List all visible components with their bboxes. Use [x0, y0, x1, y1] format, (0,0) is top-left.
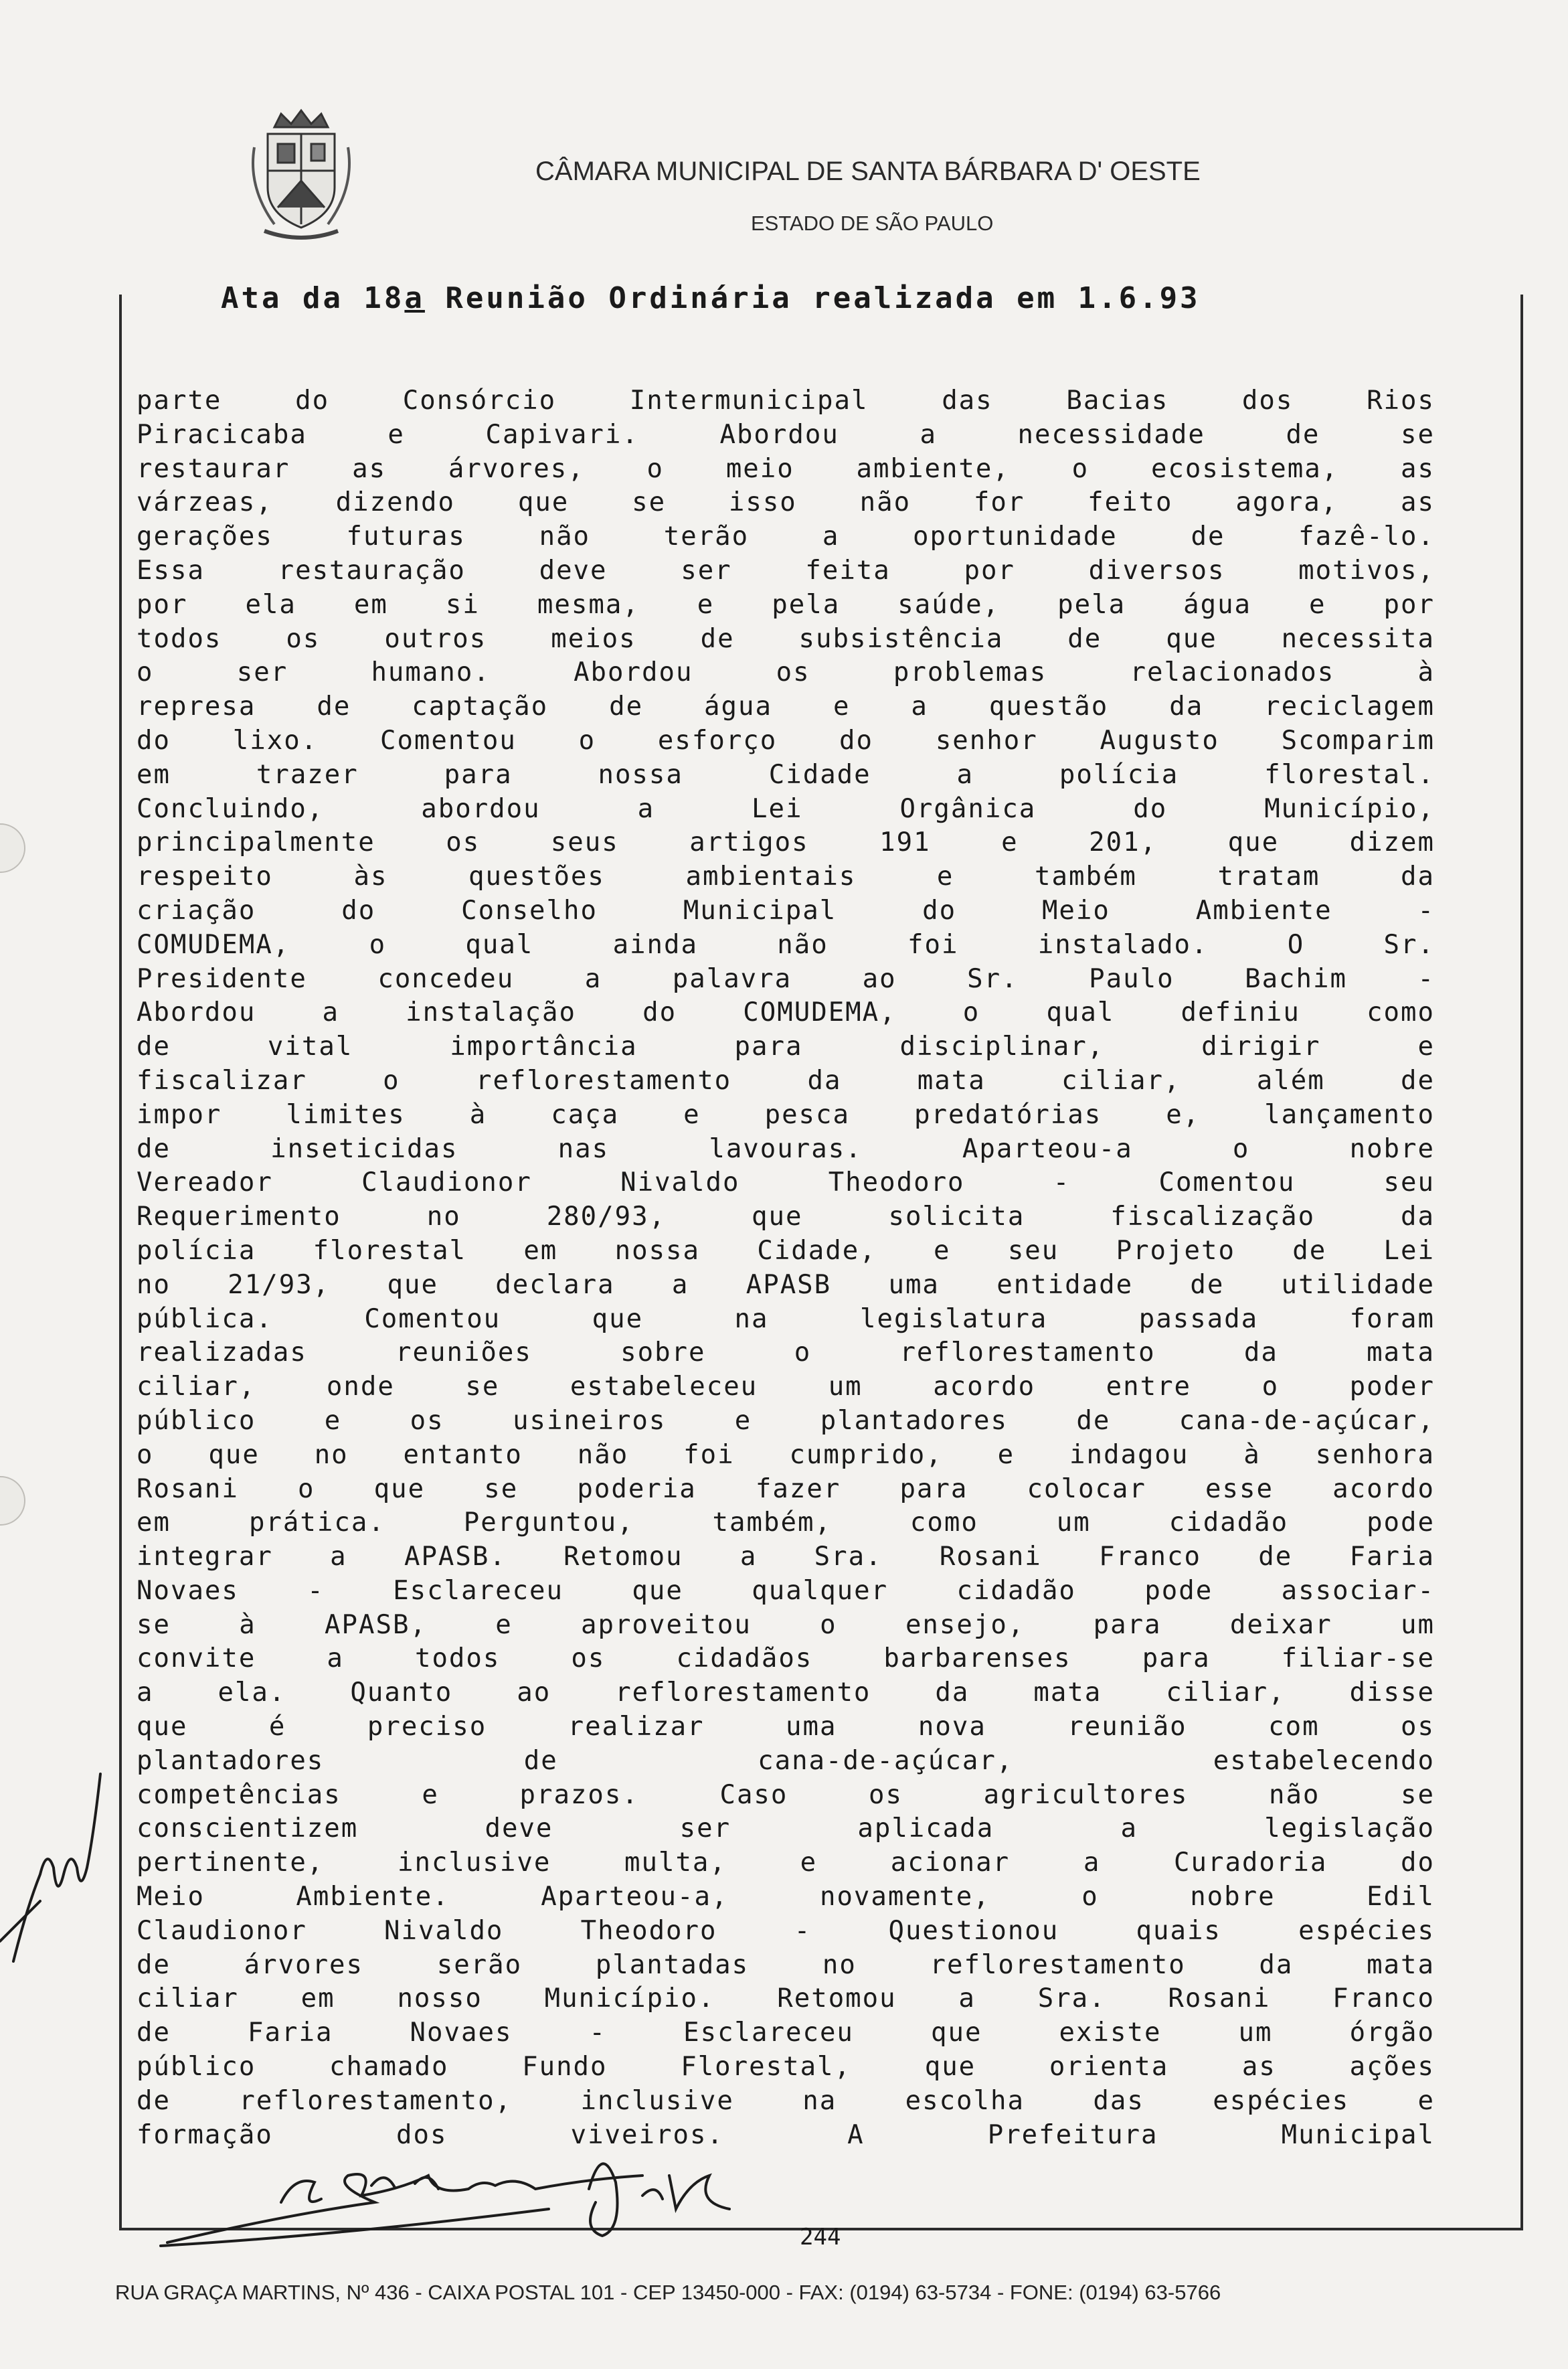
text-line: de Faria Novaes - Esclareceu que existe um órgão	[137, 2018, 1435, 2048]
text-line: principalmente os seus artigos 191 e 201, que dizem	[137, 827, 1435, 858]
text-line: impor limites à caça e pesca predatórias e, lançamento	[137, 1099, 1435, 1130]
text-line: Meio Ambiente. Aparteou-a, novamente, o nobre Edil	[137, 1882, 1435, 1912]
text-line: Presidente concedeu a palavra ao Sr. Paulo Bachim -	[137, 963, 1435, 994]
text-line: público chamado Fundo Florestal, que orienta as ações	[137, 2052, 1435, 2082]
text-line: plantadores de cana-de-açúcar, estabelecendo	[137, 1745, 1435, 1776]
text-line: restaurar as árvores, o meio ambiente, o ecosistema, as	[137, 453, 1435, 484]
punch-hole	[0, 823, 25, 873]
text-line: criação do Conselho Municipal do Meio Ambiente -	[137, 895, 1435, 926]
minutes-body	[137, 384, 1435, 2152]
text-line: fiscalizar o reflorestamento da mata ciliar, além de	[137, 1065, 1435, 1096]
text-line: do lixo. Comentou o esforço do senhor Augusto Scomparim	[137, 725, 1435, 756]
title-ordinal-suffix: a	[404, 281, 425, 315]
text-line: Essa restauração deve ser feita por diversos motivos,	[137, 555, 1435, 586]
text-line: convite a todos os cidadãos barbarenses para filiar-se	[137, 1643, 1435, 1674]
text-line: represa de captação de água e a questão da reciclagem	[137, 691, 1435, 722]
document-title	[221, 281, 1359, 315]
text-line: se à APASB, e aproveitou o ensejo, para deixar um	[137, 1609, 1435, 1640]
text-line: Novaes - Esclareceu que qualquer cidadão pode associar-	[137, 1575, 1435, 1606]
text-line: competências e prazos. Caso os agricultores não se	[137, 1779, 1435, 1810]
text-line: pública. Comentou que na legislatura passada foram	[137, 1303, 1435, 1334]
text-line: de árvores serão plantadas no reflorestamento da mata	[137, 1949, 1435, 1980]
text-line: todos os outros meios de subsistência de que necessita	[137, 623, 1435, 654]
text-line: realizadas reuniões sobre o reflorestamento da mata	[137, 1337, 1435, 1368]
text-line: de vital importância para disciplinar, dirigir e	[137, 1032, 1435, 1062]
title-prefix: Ata da 18	[221, 281, 405, 315]
text-line: Claudionor Nivaldo Theodoro - Questionou quais espécies	[137, 1915, 1435, 1946]
text-line: de inseticidas nas lavouras. Aparteou-a o nobre	[137, 1133, 1435, 1164]
text-line: COMUDEMA, o qual ainda não foi instalado. O Sr.	[137, 929, 1435, 960]
text-line: Rosani o que se poderia fazer para colocar esse acordo	[137, 1473, 1435, 1504]
text-line: formação dos viveiros. A Prefeitura Municipal	[137, 2119, 1435, 2150]
frame-border-right	[1520, 295, 1523, 2229]
frame-border-left	[119, 295, 122, 2229]
text-line: o ser humano. Abordou os problemas relacionados à	[137, 657, 1435, 688]
institution-name: CÂMARA MUNICIPAL DE SANTA BÁRBARA D' OESTE	[535, 157, 1201, 186]
punch-hole	[0, 1476, 25, 1526]
footer-address: RUA GRAÇA MARTINS, Nº 436 - CAIXA POSTAL 101 - CEP 13450-000 - FAX: (0194) 63-5734 - FONE: (0194) 63-5766	[115, 2281, 1221, 2304]
text-line: de reflorestamento, inclusive na escolha das espécies e	[137, 2085, 1435, 2116]
text-line: parte do Consórcio Intermunicipal das Bacias dos Rios	[137, 386, 1435, 416]
text-line: no 21/93, que declara a APASB uma entidade de utilidade	[137, 1269, 1435, 1300]
text-line: ciliar, onde se estabeleceu um acordo entre o poder	[137, 1372, 1435, 1402]
text-line: várzeas, dizendo que se isso não for feito agora, as	[137, 487, 1435, 518]
municipal-coat-of-arms-icon	[248, 107, 355, 241]
text-line: Piracicaba e Capivari. Abordou a necessidade de se	[137, 419, 1435, 450]
text-line: integrar a APASB. Retomou a Sra. Rosani Franco de Faria	[137, 1542, 1435, 1572]
text-line: Concluindo, abordou a Lei Orgânica do Município,	[137, 793, 1435, 824]
state-name: ESTADO DE SÃO PAULO	[751, 212, 994, 235]
text-line: o que no entanto não foi cumprido, e indagou à senhora	[137, 1439, 1435, 1470]
text-line: em prática. Perguntou, também, como um cidadão pode	[137, 1507, 1435, 1538]
text-line: ciliar em nosso Município. Retomou a Sra. Rosani Franco	[137, 1983, 1435, 2014]
text-line: Requerimento no 280/93, que solicita fiscalização da	[137, 1202, 1435, 1232]
title-rest: Reunião Ordinária realizada em 1.6.93	[424, 281, 1201, 315]
text-line: a ela. Quanto ao reflorestamento da mata ciliar, disse	[137, 1678, 1435, 1708]
text-line: polícia florestal em nossa Cidade, e seu Projeto de Lei	[137, 1235, 1435, 1266]
text-line: Vereador Claudionor Nivaldo Theodoro - Comentou seu	[137, 1167, 1435, 1198]
text-line: Abordou a instalação do COMUDEMA, o qual definiu como	[137, 997, 1435, 1028]
text-line: gerações futuras não terão a oportunidade de fazê-lo.	[137, 521, 1435, 552]
text-line: por ela em si mesma, e pela saúde, pela água e por	[137, 589, 1435, 620]
page-number: 244	[800, 2224, 841, 2251]
text-line: público e os usineiros e plantadores de cana-de-açúcar,	[137, 1405, 1435, 1436]
text-line: em trazer para nossa Cidade a polícia florestal.	[137, 759, 1435, 790]
text-line: conscientizem deve ser aplicada a legislação	[137, 1813, 1435, 1844]
text-line: que é preciso realizar uma nova reunião com os	[137, 1712, 1435, 1742]
text-line: respeito às questões ambientais e também tratam da	[137, 862, 1435, 892]
text-line: pertinente, inclusive multa, e acionar a Curadoria do	[137, 1848, 1435, 1878]
